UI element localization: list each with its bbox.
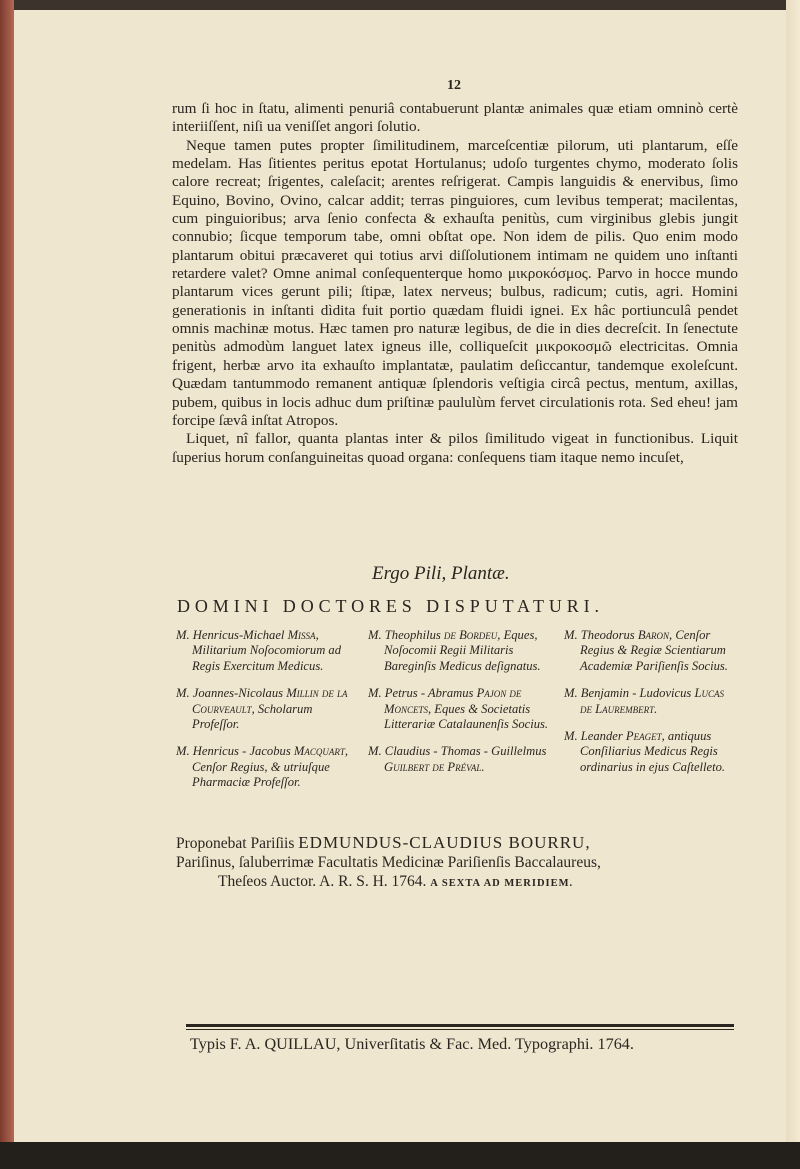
doctors-heading: DOMINI DOCTORES DISPUTATURI.	[177, 596, 604, 616]
doctor-entry: M. Benjamin - Ludovicus Lucas de Laurembert.	[564, 686, 724, 716]
page-edge	[786, 0, 800, 1169]
footer-rule-thick	[186, 1024, 734, 1027]
paragraph-3: Liquet, nî fallor, quanta plantas inter & pilos ſimilitudo vigeat in functionibus. Liquit ſuperius horum conſanguineitas quoad organa: conſequens tiam itaque nemo incuſet,	[172, 430, 738, 466]
page-number: 12	[447, 78, 461, 93]
main-text	[172, 100, 738, 467]
defense-time: A SEXTA AD MERIDIEM.	[430, 878, 574, 889]
doctor-entry: M. Claudius - Thomas - Guillelmus Guilbert de Préval.	[368, 744, 547, 774]
doctor-entry: M. Petrus - Abramus Pajon de Moncets, Eques & Societatis Litterariæ Catalaunenſis Socius.	[368, 686, 549, 732]
paragraph-2: Neque tamen putes propter ſimilitudinem, marceſcentiæ pilorum, uti plantarum, eſſe medelam. Has ſitientes peritus epotat Hortulanus; udoſo turgentes chymo, moderato ſolis calore recreat; ſrigentes, caleſacit; arentes reſrigerat. Campis languidis & enervibus, ſimo Equino, Bovino, Ovino, calcar addit; terras pinguiores, cum levibus temperat; macilentas, cum pinguioribus; arva ſenio confecta & exhauſta penitùs, cum virginibus glebis jungit connubio; ſicque temporum tabe, omni obſtat ope. Non idem de pilis. Quo enim modo plantarum obitui præcaveret qui totius arvi diſſolutionem intimam ne quidem uno inſtanti retardere valet? Omne animal conſequenterque homo μικροκόσμος. Parvo in hocce mundo plantarum vices gerunt pili; ſtipæ, latex nerveus; bulbus, radicum; cutis, agri. Homini generationis in inſtanti dìdita fuit portio quædam fluidi ignei. Ex hâc portiunculâ pendet omnis machinæ motus. Hæc tamen pro naturæ legibus, de die in dies decreſcit. In ſenectute penitùs admodùm languet latex igneus ille, colliqueſcit μικροκοσμῶ electricitas. Omnia frigent, herbæ arvo ita exhauſto implantatæ, paulatim deſiccantur, tandemque exoleſcunt. Quædam tantummodo remanent antiquæ ſplendoris veſtigia circâ pectus, mentum, axillas, pubem, quibus in locis adhuc dum priſtinæ paululùm fervet circulationis rota. Sed eheu! jam forcipe ſævâ inſtat Atropos.	[172, 136, 738, 429]
doctor-entry: M. Henricus - Jacobus Macquart, Cenſor Regius, & utriuſque Pharmaciæ Profeſſor.	[176, 744, 349, 790]
doctor-entry: M. Theophilus de Bordeu, Eques, Noſocomii Regii Militaris Bareginſis Medicus deſignatus.	[368, 628, 541, 673]
doctor-entry: M. Leander Peaget, antiquus Conſiliarius Medicus Regis ordinarius in ejus Caſtelleto.	[564, 729, 726, 774]
doctors-column-3	[564, 628, 741, 803]
doctor-entry: M. Henricus-Michael Missa, Militarium Noſocomiorum ad Regis Exercitum Medicus.	[176, 628, 342, 673]
doctors-column-2	[368, 628, 564, 803]
doctors-list	[176, 628, 741, 803]
proponebat-line-2: Pariſinus, ſaluberrimæ Facultatis Medicinæ Pariſienſis Baccalaureus,	[176, 854, 601, 871]
scan-bottom-edge	[0, 1142, 800, 1169]
proponebat-line-3: Theſeos Auctor. A. R. S. H. 1764. A SEXTA AD MERIDIEM.	[218, 873, 574, 890]
printer-imprint: Typis F. A. QUILLAU, Univerſitatis & Fac. Med. Typographi. 1764.	[190, 1035, 634, 1053]
doctor-entry: M. Joannes-Nicolaus Millin de la Courveault, Scholarum Profeſſor.	[176, 686, 348, 732]
proponebat-block	[176, 833, 741, 893]
thesis-conclusion: Ergo Pili, Plantæ.	[372, 563, 510, 584]
paragraph-1: rum ſi hoc in ſtatu, alimenti penuriâ contabuerunt plantæ animales quæ etiam omninò certè interiiſſent, niſi ua veniſſet angori ſolutio.	[172, 100, 738, 136]
doctor-entry: M. Theodorus Baron, Cenſor Regius & Regiæ Scientiarum Academiæ Pariſienſis Socius.	[564, 628, 728, 673]
author-name: EDMUNDUS-CLAUDIUS BOURRU,	[298, 833, 591, 852]
proponebat-line-1: Proponebat Pariſiis EDMUNDUS-CLAUDIUS BOURRU,	[176, 833, 591, 852]
doctors-column-1	[176, 628, 368, 803]
book-binding-edge	[0, 0, 14, 1169]
scan-top-edge	[0, 0, 800, 10]
footer-rule-thin	[186, 1029, 734, 1030]
